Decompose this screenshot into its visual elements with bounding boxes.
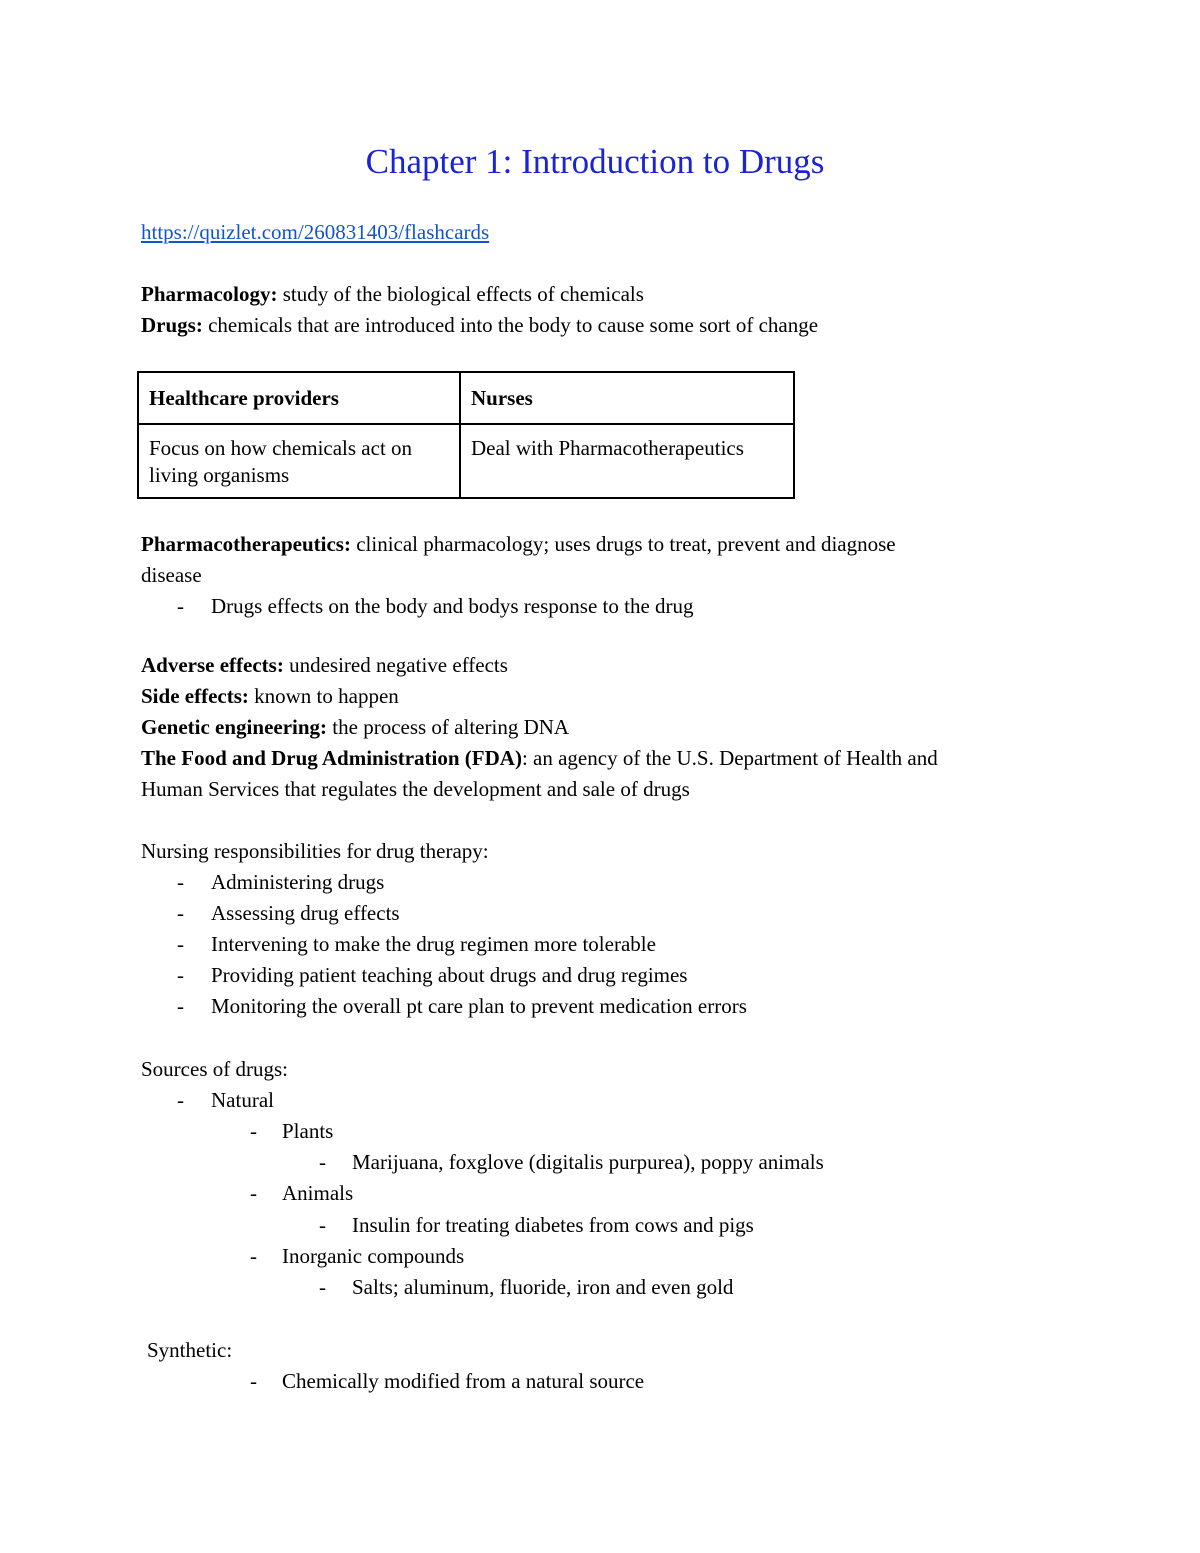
definition-drugs bbox=[141, 310, 818, 340]
list-item: Providing patient teaching about drugs and drug regimes bbox=[211, 963, 688, 987]
page-title: Chapter 1: Introduction to Drugs bbox=[365, 142, 825, 181]
list-item: Marijuana, foxglove (digitalis purpurea), poppy animals bbox=[352, 1150, 824, 1174]
definition-text: clinical pharmacology; uses drugs to treat, prevent and diagnose bbox=[350, 532, 896, 556]
list-item: Drugs effects on the body and bodys response to the drug bbox=[211, 594, 694, 618]
definition-continuation: Human Services that regulates the development and sale of drugs bbox=[141, 777, 690, 801]
quizlet-link[interactable]: https://quizlet.com/260831403/flashcards bbox=[141, 220, 490, 244]
list-item: Monitoring the overall pt care plan to prevent medication errors bbox=[211, 994, 747, 1018]
definition-text: known to happen bbox=[248, 684, 399, 708]
definition-term: The Food and Drug Administration (FDA) bbox=[141, 746, 522, 770]
section-heading-nursing: Nursing responsibilities for drug therapy: bbox=[141, 839, 489, 863]
table-header: Healthcare providers bbox=[138, 372, 460, 424]
bullet-dash: - bbox=[319, 1150, 326, 1174]
bullet-dash: - bbox=[177, 870, 184, 894]
list-item-animals: Animals bbox=[282, 1181, 354, 1205]
definition-term: Genetic engineering: bbox=[141, 715, 328, 739]
bullet-dash: - bbox=[250, 1181, 257, 1205]
list-item: Administering drugs bbox=[211, 870, 385, 894]
list-item-inorganic: Inorganic compounds bbox=[282, 1244, 465, 1268]
bullet-dash: - bbox=[177, 594, 184, 618]
definition-term: Pharmacotherapeutics: bbox=[141, 532, 351, 556]
bullet-dash: - bbox=[250, 1369, 257, 1393]
definition-pharmacology bbox=[141, 279, 644, 309]
list-item: Intervening to make the drug regimen more tolerable bbox=[211, 932, 656, 956]
list-item: Insulin for treating diabetes from cows and pigs bbox=[352, 1213, 754, 1237]
table-header: Nurses bbox=[460, 372, 794, 424]
roles-table bbox=[137, 371, 795, 499]
list-item: Chemically modified from a natural source bbox=[282, 1369, 645, 1393]
bullet-dash: - bbox=[177, 994, 184, 1018]
list-item: Salts; aluminum, fluoride, iron and even gold bbox=[352, 1275, 734, 1299]
definition-term: Side effects: bbox=[141, 684, 249, 708]
bullet-dash: - bbox=[250, 1244, 257, 1268]
bullet-dash: - bbox=[177, 963, 184, 987]
section-heading-synthetic: Synthetic: bbox=[147, 1338, 233, 1362]
bullet-dash: - bbox=[319, 1213, 326, 1237]
bullet-dash: - bbox=[250, 1119, 257, 1143]
definition-adverse-effects bbox=[141, 650, 508, 680]
definition-continuation: disease bbox=[141, 563, 202, 587]
bullet-dash: - bbox=[319, 1275, 326, 1299]
definition-term: Adverse effects: bbox=[141, 653, 284, 677]
list-item-plants: Plants bbox=[282, 1119, 334, 1143]
definition-fda bbox=[141, 743, 938, 773]
definition-term: Pharmacology: bbox=[141, 282, 278, 306]
table-row bbox=[138, 424, 794, 498]
list-item-natural: Natural bbox=[211, 1088, 274, 1112]
definition-term: Drugs: bbox=[141, 313, 203, 337]
table-cell: Focus on how chemicals act on living organisms bbox=[138, 424, 460, 498]
definition-pharmacotherapeutics bbox=[141, 529, 896, 559]
definition-text: the process of altering DNA bbox=[327, 715, 570, 739]
list-item: Assessing drug effects bbox=[211, 901, 400, 925]
definition-text: chemicals that are introduced into the body to cause some sort of change bbox=[202, 313, 819, 337]
definition-text: study of the biological effects of chemicals bbox=[277, 282, 644, 306]
definition-genetic-engineering bbox=[141, 712, 569, 742]
definition-side-effects bbox=[141, 681, 399, 711]
section-heading-sources: Sources of drugs: bbox=[141, 1057, 288, 1081]
definition-text: undesired negative effects bbox=[283, 653, 508, 677]
table-header-row bbox=[138, 372, 794, 424]
bullet-dash: - bbox=[177, 901, 184, 925]
bullet-dash: - bbox=[177, 932, 184, 956]
bullet-dash: - bbox=[177, 1088, 184, 1112]
table-cell: Deal with Pharmacotherapeutics bbox=[460, 424, 794, 498]
definition-text: : an agency of the U.S. Department of Health and bbox=[521, 746, 938, 770]
